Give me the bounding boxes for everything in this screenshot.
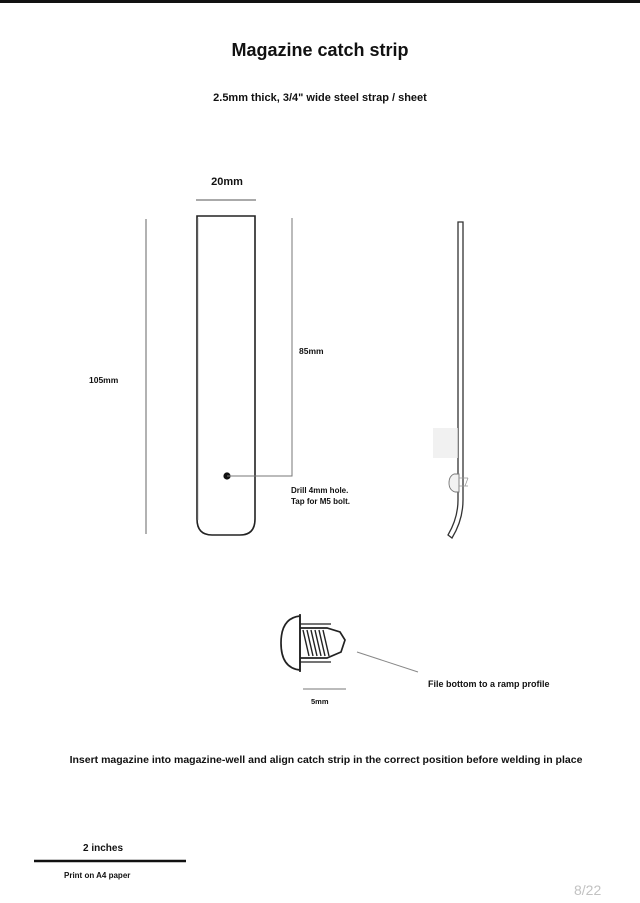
paper-note: Print on A4 paper <box>64 871 131 880</box>
width-dimension-label: 20mm <box>211 176 243 188</box>
file-bottom-note: File bottom to a ramp profile <box>428 679 550 689</box>
hole-leader-line <box>227 218 292 476</box>
side-profile-shadow <box>433 428 458 458</box>
ramp-width-label: 5mm <box>311 697 329 706</box>
scale-label: 2 inches <box>82 843 124 854</box>
strip-front-view <box>197 216 255 535</box>
bolt-detail <box>281 614 345 672</box>
ramp-pointer-line <box>357 652 418 672</box>
assembly-instruction: Insert magazine into magazine-well and align catch strip in the correct position before welding in place <box>69 754 583 766</box>
page-counter: 8/22 <box>574 882 602 898</box>
side-profile-bolt <box>449 474 459 492</box>
drill-note-line2: Tap for M5 bolt. <box>291 497 350 506</box>
drill-note-line1: Drill 4mm hole. <box>291 486 349 495</box>
hole-distance-label: 85mm <box>299 346 324 356</box>
height-dimension-label: 105mm <box>89 375 119 385</box>
page-title: Magazine catch strip <box>231 40 409 60</box>
page-subtitle: 2.5mm thick, 3/4" wide steel strap / sheet <box>213 92 427 104</box>
